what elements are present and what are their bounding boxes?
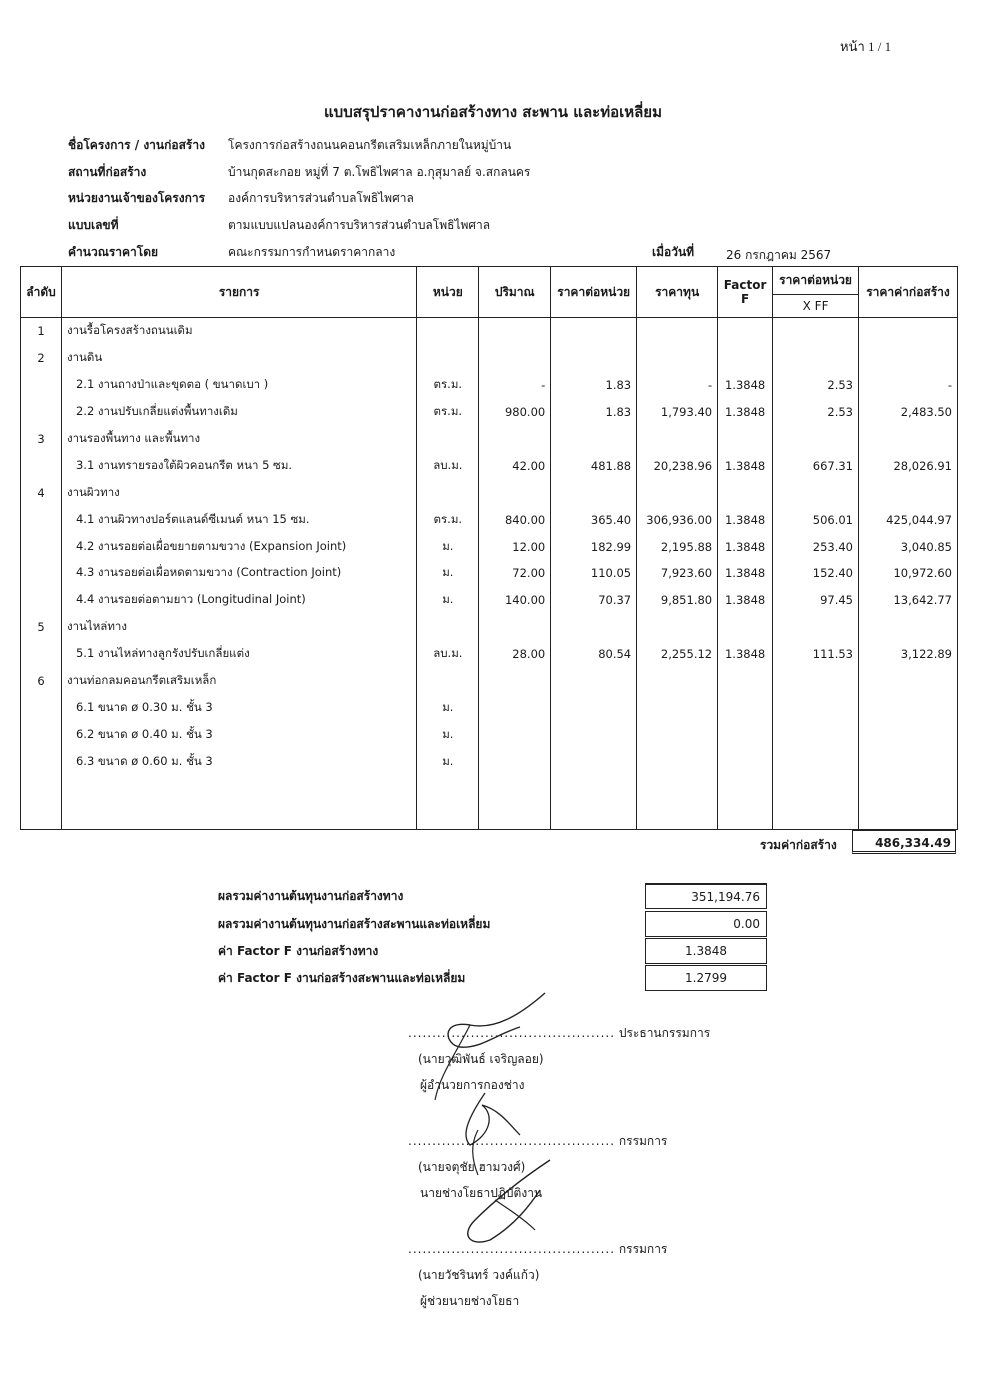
cell-unit: ตร.ม. (417, 372, 479, 399)
cell-no (21, 587, 62, 614)
cell-price-ff (773, 426, 859, 453)
cell-price-ff: 667.31 (773, 452, 859, 479)
cell-total (859, 748, 958, 775)
cell-price-ff (773, 318, 859, 345)
cell-unit-price (551, 668, 637, 695)
cell-price-ff: 111.53 (773, 641, 859, 668)
header-unit: หน่วย (417, 267, 479, 318)
cell-price-ff (773, 694, 859, 721)
cell-qty: 28.00 (479, 641, 551, 668)
cell-no (21, 721, 62, 748)
location-value: บ้านกุดสะกอย หมู่ที่ 7 ต.โพธิไพศาล อ.กุสุมาลย์ จ.สกลนคร (228, 165, 531, 179)
cell-factor (718, 748, 773, 775)
table-row (21, 533, 958, 560)
cell-unit-price: 182.99 (551, 533, 637, 560)
cell-factor: 1.3848 (718, 399, 773, 426)
project-value: โครงการก่อสร้างถนนคอนกรีตเสริมเหล็กภายในหมู่บ้าน (228, 138, 512, 152)
cell-unit (417, 345, 479, 372)
cell-total (859, 668, 958, 695)
signature-role: กรรมการ (618, 1242, 668, 1256)
cell-no (21, 452, 62, 479)
cell-cost (637, 748, 718, 775)
cell-total: - (859, 372, 958, 399)
cell-cost (637, 668, 718, 695)
cell-factor (718, 694, 773, 721)
header-unit-price: ราคาต่อหน่วย (551, 267, 637, 318)
cell-item: 6.1 ขนาด ø 0.30 ม. ชั้น 3 (61, 694, 416, 721)
table-row (21, 452, 958, 479)
cell-cost: 306,936.00 (637, 506, 718, 533)
calc-value: คณะกรรมการกำหนดราคากลาง (228, 245, 396, 259)
cell-factor (718, 721, 773, 748)
calc-label: คำนวณราคาโดย (68, 245, 159, 259)
header-unit-price-ff-line2: X FF (773, 294, 858, 313)
cell-unit-price: 1.83 (551, 372, 637, 399)
cell-item: 5.1 งานไหล่ทางลูกรังปรับเกลี่ยแต่ง (61, 641, 416, 668)
plan-value: ตามแบบแปลนองค์การบริหารส่วนตำบลโพธิไพศาล (228, 218, 491, 232)
cell-qty: 840.00 (479, 506, 551, 533)
cell-no (21, 399, 62, 426)
cell-cost: 1,793.40 (637, 399, 718, 426)
document-title: แบบสรุปราคางานก่อสร้างทาง สะพาน และท่อเหลี่ยม (324, 103, 662, 121)
cell-cost (637, 802, 718, 829)
cell-unit: ม. (417, 748, 479, 775)
cell-item: งานผิวทาง (61, 479, 416, 506)
cell-unit (417, 318, 479, 345)
table-row (21, 802, 958, 829)
cell-no: 3 (21, 426, 62, 453)
header-unit-price-ff-line1: ราคาต่อหน่วย (779, 273, 852, 287)
page-number: หน้า 1 / 1 (840, 39, 892, 54)
table-row (21, 372, 958, 399)
cell-cost (637, 318, 718, 345)
cell-unit: ม. (417, 533, 479, 560)
table-row (21, 694, 958, 721)
header-item: รายการ (61, 267, 416, 318)
cell-unit (417, 802, 479, 829)
table-row (21, 721, 958, 748)
cell-cost (637, 479, 718, 506)
table-row (21, 641, 958, 668)
cell-cost: 9,851.80 (637, 587, 718, 614)
cell-unit (417, 426, 479, 453)
signatory-title: นายช่างโยธาปฏิบัติงาน (420, 1186, 543, 1200)
header-no: ลำดับ (21, 267, 62, 318)
cell-qty (479, 694, 551, 721)
cell-item: 4.3 งานรอยต่อเผื่อหดตามขวาง (Contraction Joint) (61, 560, 416, 587)
cell-qty: 12.00 (479, 533, 551, 560)
signatory-name: (นายวัชรินทร์ วงค์แก้ว) (418, 1268, 540, 1282)
cell-qty: 42.00 (479, 452, 551, 479)
cell-unit: ลบ.ม. (417, 641, 479, 668)
cell-qty (479, 318, 551, 345)
cell-qty (479, 748, 551, 775)
date-label: เมื่อวันที่ (652, 245, 695, 259)
table-row (21, 479, 958, 506)
cell-unit (417, 668, 479, 695)
cell-no (21, 802, 62, 829)
cell-item: 2.2 งานปรับเกลี่ยแต่งพื้นทางเดิม (61, 399, 416, 426)
cell-unit-price (551, 479, 637, 506)
cell-qty: 72.00 (479, 560, 551, 587)
cell-unit-price (551, 721, 637, 748)
cell-item (61, 802, 416, 829)
cell-factor (718, 775, 773, 802)
price-summary-table (20, 266, 958, 830)
cell-cost (637, 721, 718, 748)
cell-unit: ลบ.ม. (417, 452, 479, 479)
summary-label: ค่า Factor F งานก่อสร้างทาง (218, 944, 379, 958)
cell-factor: 1.3848 (718, 372, 773, 399)
summary-value: 0.00 (645, 911, 767, 937)
location-label: สถานที่ก่อสร้าง (68, 165, 147, 179)
cell-unit: ตร.ม. (417, 506, 479, 533)
cell-price-ff (773, 479, 859, 506)
cell-total (859, 318, 958, 345)
cell-item: 3.1 งานทรายรองใต้ผิวคอนกรีต หนา 5 ซม. (61, 452, 416, 479)
table-row (21, 560, 958, 587)
cell-factor (718, 345, 773, 372)
cell-unit-price (551, 775, 637, 802)
date-value: 26 กรกฎาคม 2567 (726, 248, 832, 262)
table-row (21, 748, 958, 775)
signature-role: กรรมการ (618, 1134, 668, 1148)
cell-unit-price (551, 426, 637, 453)
cell-unit-price: 80.54 (551, 641, 637, 668)
cell-item: 4.2 งานรอยต่อเผื่อขยายตามขวาง (Expansion Joint) (61, 533, 416, 560)
cell-total: 13,642.77 (859, 587, 958, 614)
signatory-title: ผู้อำนวยการกองช่าง (420, 1078, 525, 1092)
summary-label: ผลรวมค่างานต้นทุนงานก่อสร้างสะพานและท่อเหลี่ยม (218, 917, 491, 931)
cell-qty (479, 802, 551, 829)
summary-value: 1.3848 (645, 938, 767, 964)
table-row (21, 614, 958, 641)
cell-factor: 1.3848 (718, 452, 773, 479)
cell-unit: ม. (417, 721, 479, 748)
cell-unit: ม. (417, 560, 479, 587)
cell-item: งานรื้อโครงสร้างถนนเดิม (61, 318, 416, 345)
cell-price-ff (773, 668, 859, 695)
cell-cost (637, 614, 718, 641)
cell-price-ff: 152.40 (773, 560, 859, 587)
header-factor: Factor F (718, 267, 773, 318)
header-qty: ปริมาณ (479, 267, 551, 318)
cell-no (21, 560, 62, 587)
cell-total (859, 721, 958, 748)
cell-factor: 1.3848 (718, 506, 773, 533)
cell-total: 3,122.89 (859, 641, 958, 668)
cell-cost: 2,195.88 (637, 533, 718, 560)
cell-total (859, 802, 958, 829)
cell-cost (637, 345, 718, 372)
cell-unit-price: 1.83 (551, 399, 637, 426)
signatory-name: (นายวุฒิพันธ์ เจริญลอย) (418, 1052, 544, 1066)
table-row (21, 345, 958, 372)
cell-item: 6.3 ขนาด ø 0.60 ม. ชั้น 3 (61, 748, 416, 775)
signatory-title: ผู้ช่วยนายช่างโยธา (420, 1294, 520, 1308)
summary-value: 351,194.76 (645, 883, 767, 909)
summary-value: 1.2799 (645, 965, 767, 991)
project-label: ชื่อโครงการ / งานก่อสร้าง (68, 138, 205, 152)
agency-value: องค์การบริหารส่วนตำบลโพธิไพศาล (228, 191, 414, 205)
cell-item: 2.1 งานถางป่าและขุดตอ ( ขนาดเบา ) (61, 372, 416, 399)
cell-total: 10,972.60 (859, 560, 958, 587)
header-total: ราคาค่าก่อสร้าง (859, 267, 958, 318)
cell-price-ff: 2.53 (773, 372, 859, 399)
table-row (21, 399, 958, 426)
cell-no: 4 (21, 479, 62, 506)
cell-unit-price (551, 748, 637, 775)
total-value: 486,334.49 (852, 830, 956, 854)
cell-price-ff: 253.40 (773, 533, 859, 560)
cell-qty (479, 775, 551, 802)
cell-qty (479, 721, 551, 748)
cell-unit: ม. (417, 587, 479, 614)
cell-total (859, 614, 958, 641)
cell-factor: 1.3848 (718, 533, 773, 560)
cell-no (21, 506, 62, 533)
cell-no: 6 (21, 668, 62, 695)
cell-price-ff (773, 721, 859, 748)
plan-label: แบบเลขที่ (68, 218, 119, 232)
cell-total: 28,026.91 (859, 452, 958, 479)
cell-qty: 140.00 (479, 587, 551, 614)
cell-qty (479, 426, 551, 453)
signature-line: ........................................... กรรมการ (408, 1134, 668, 1148)
cell-no (21, 775, 62, 802)
cell-no (21, 694, 62, 721)
cell-price-ff: 506.01 (773, 506, 859, 533)
header-unit-price-ff (773, 267, 859, 318)
cell-unit (417, 479, 479, 506)
cell-qty (479, 479, 551, 506)
cell-price-ff: 97.45 (773, 587, 859, 614)
cell-factor (718, 479, 773, 506)
cell-cost: 7,923.60 (637, 560, 718, 587)
cell-qty: 980.00 (479, 399, 551, 426)
cell-total (859, 345, 958, 372)
cell-unit-price: 70.37 (551, 587, 637, 614)
table-header-row (21, 267, 958, 318)
cell-cost: 2,255.12 (637, 641, 718, 668)
cell-cost: 20,238.96 (637, 452, 718, 479)
cell-unit-price: 365.40 (551, 506, 637, 533)
signature-line: ........................................... ประธานกรรมการ (408, 1026, 711, 1040)
table-row (21, 775, 958, 802)
total-label: รวมค่าก่อสร้าง (760, 838, 837, 852)
cell-no: 5 (21, 614, 62, 641)
signature-line: ........................................... กรรมการ (408, 1242, 668, 1256)
cell-cost (637, 426, 718, 453)
cell-factor (718, 614, 773, 641)
cell-unit-price: 481.88 (551, 452, 637, 479)
table-row (21, 426, 958, 453)
cell-unit-price (551, 345, 637, 372)
cell-no (21, 748, 62, 775)
cell-unit-price (551, 318, 637, 345)
cell-item: งานท่อกลมคอนกรีตเสริมเหล็ก (61, 668, 416, 695)
signatory-name: (นายจตุชัย ฮามวงศ์) (418, 1160, 526, 1174)
cell-price-ff (773, 614, 859, 641)
cell-price-ff (773, 802, 859, 829)
cell-no (21, 641, 62, 668)
header-cost: ราคาทุน (637, 267, 718, 318)
cell-total: 3,040.85 (859, 533, 958, 560)
cell-factor: 1.3848 (718, 560, 773, 587)
cell-no (21, 533, 62, 560)
cell-total: 2,483.50 (859, 399, 958, 426)
summary-label: ผลรวมค่างานต้นทุนงานก่อสร้างทาง (218, 889, 404, 903)
cell-factor (718, 318, 773, 345)
cell-unit (417, 775, 479, 802)
cell-unit: ม. (417, 694, 479, 721)
cell-no (21, 372, 62, 399)
cell-price-ff (773, 345, 859, 372)
cell-qty: - (479, 372, 551, 399)
cell-item: 4.4 งานรอยต่อตามยาว (Longitudinal Joint) (61, 587, 416, 614)
cell-item: งานไหล่ทาง (61, 614, 416, 641)
table-row (21, 506, 958, 533)
cell-unit-price: 110.05 (551, 560, 637, 587)
signature-role: ประธานกรรมการ (618, 1026, 711, 1040)
cell-item: งานดิน (61, 345, 416, 372)
cell-price-ff (773, 775, 859, 802)
table-row (21, 318, 958, 345)
cell-factor: 1.3848 (718, 641, 773, 668)
cell-total (859, 775, 958, 802)
cell-factor (718, 668, 773, 695)
cell-unit (417, 614, 479, 641)
cell-no: 2 (21, 345, 62, 372)
cell-total: 425,044.97 (859, 506, 958, 533)
summary-label: ค่า Factor F งานก่อสร้างสะพานและท่อเหลี่ยม (218, 971, 466, 985)
cell-total (859, 426, 958, 453)
cell-cost (637, 775, 718, 802)
cell-item: 4.1 งานผิวทางปอร์ตแลนด์ซีเมนต์ หนา 15 ซม. (61, 506, 416, 533)
cell-cost (637, 694, 718, 721)
cell-total (859, 479, 958, 506)
cell-factor (718, 426, 773, 453)
cell-qty (479, 614, 551, 641)
cell-unit-price (551, 694, 637, 721)
cell-item (61, 775, 416, 802)
cell-qty (479, 345, 551, 372)
cell-item: งานรองพื้นทาง และพื้นทาง (61, 426, 416, 453)
table-row (21, 587, 958, 614)
cell-factor: 1.3848 (718, 587, 773, 614)
cell-price-ff: 2.53 (773, 399, 859, 426)
cell-total (859, 694, 958, 721)
cell-unit-price (551, 802, 637, 829)
cell-qty (479, 668, 551, 695)
table-row (21, 668, 958, 695)
cell-factor (718, 802, 773, 829)
cell-no: 1 (21, 318, 62, 345)
agency-label: หน่วยงานเจ้าของโครงการ (68, 191, 206, 205)
cell-unit-price (551, 614, 637, 641)
cell-price-ff (773, 748, 859, 775)
cell-unit: ตร.ม. (417, 399, 479, 426)
cell-cost: - (637, 372, 718, 399)
cell-item: 6.2 ขนาด ø 0.40 ม. ชั้น 3 (61, 721, 416, 748)
